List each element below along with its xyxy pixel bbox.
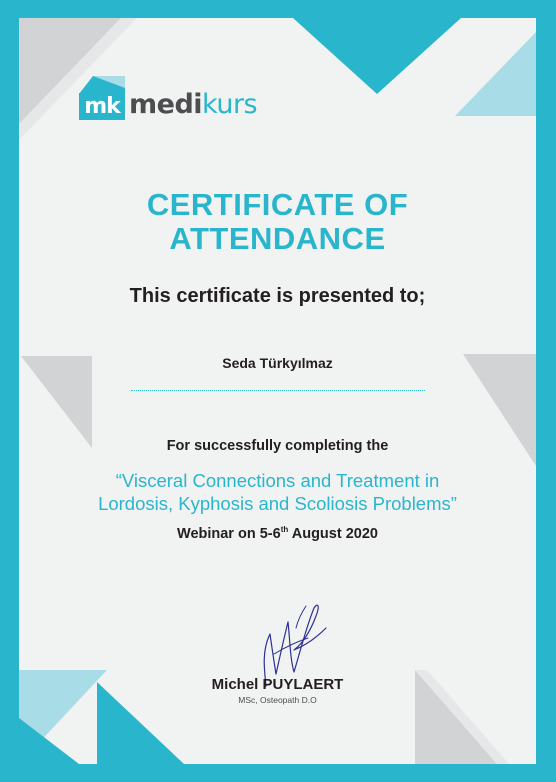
- course-title-line-2: Lordosis, Kyphosis and Scoliosis Problems”: [98, 493, 457, 514]
- top-center-teal-triangle: [293, 18, 461, 94]
- completing-text: For successfully completing the: [166, 438, 389, 454]
- logo-mark-text: mk: [79, 93, 125, 120]
- course-title-line-1: “Visceral Connections and Treatment in: [115, 470, 440, 491]
- medikurs-logo: [79, 76, 257, 120]
- certificate-title: [19, 188, 536, 256]
- logo-word-accent: kurs: [202, 89, 258, 120]
- top-right-light-triangle: [455, 32, 536, 116]
- logo-mark: [79, 76, 125, 120]
- handwritten-signature: [244, 598, 334, 688]
- title-line-2: ATTENDANCE: [169, 221, 386, 256]
- webinar-suffix: August 2020: [288, 526, 378, 542]
- logo-wordmark: [129, 90, 257, 120]
- title-line-1: CERTIFICATE OF: [146, 187, 409, 222]
- logo-word-dark: medi: [129, 89, 203, 120]
- webinar-prefix: Webinar on 5-6: [177, 526, 281, 542]
- signer-name: Michel PUYLAERT: [211, 676, 344, 693]
- webinar-date: [19, 525, 536, 543]
- certificate-body: [19, 18, 536, 764]
- webinar-ordinal: th: [280, 525, 289, 535]
- logo-roof-icon: [79, 76, 125, 94]
- presented-to-text: This certificate is presented to;: [129, 285, 426, 307]
- recipient-name: Seda Türkyılmaz: [222, 355, 333, 371]
- course-title: [19, 469, 536, 515]
- name-dotted-line: [131, 390, 425, 391]
- signer-credentials: MSc, Osteopath D.O: [238, 695, 317, 705]
